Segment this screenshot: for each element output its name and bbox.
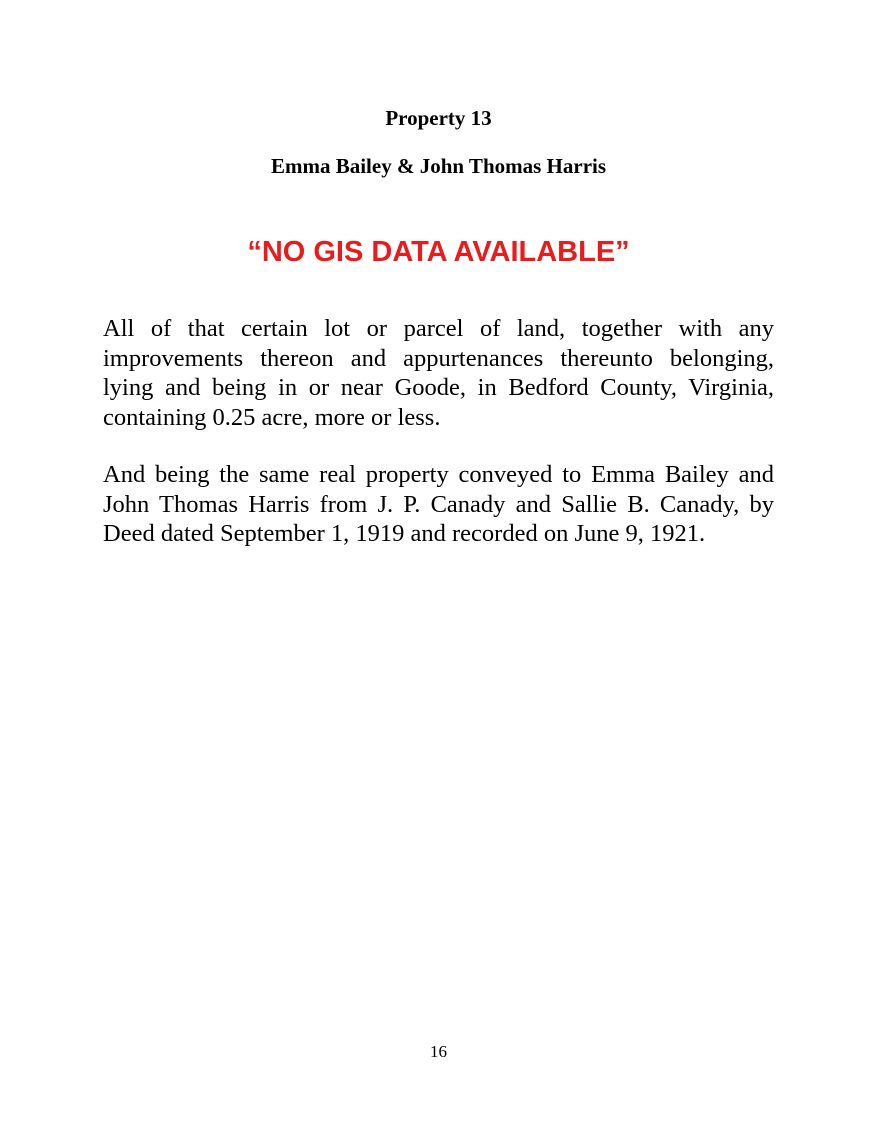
conveyance-paragraph: And being the same real property conveyed to Emma Bailey and John Thomas Harris from J. P. Canady and Sallie B. Canady, by Deed dated September 1, 1919 and recorded on June 9, 1921. [103,461,774,547]
property-owners: Emma Bailey & John Thomas Harris [270,154,607,178]
page-number: 16 [430,1042,447,1061]
property-description-paragraph: All of that certain lot or parcel of land, together with any improvements thereon and appurtenances thereunto belonging, lying and being in or near Goode, in Bedford County, Virginia, containing 0.25 acre, more or less. [103,315,774,431]
property-title: Property 13 [385,106,492,130]
gis-notice: “NO GIS DATA AVAILABLE” [247,236,630,268]
